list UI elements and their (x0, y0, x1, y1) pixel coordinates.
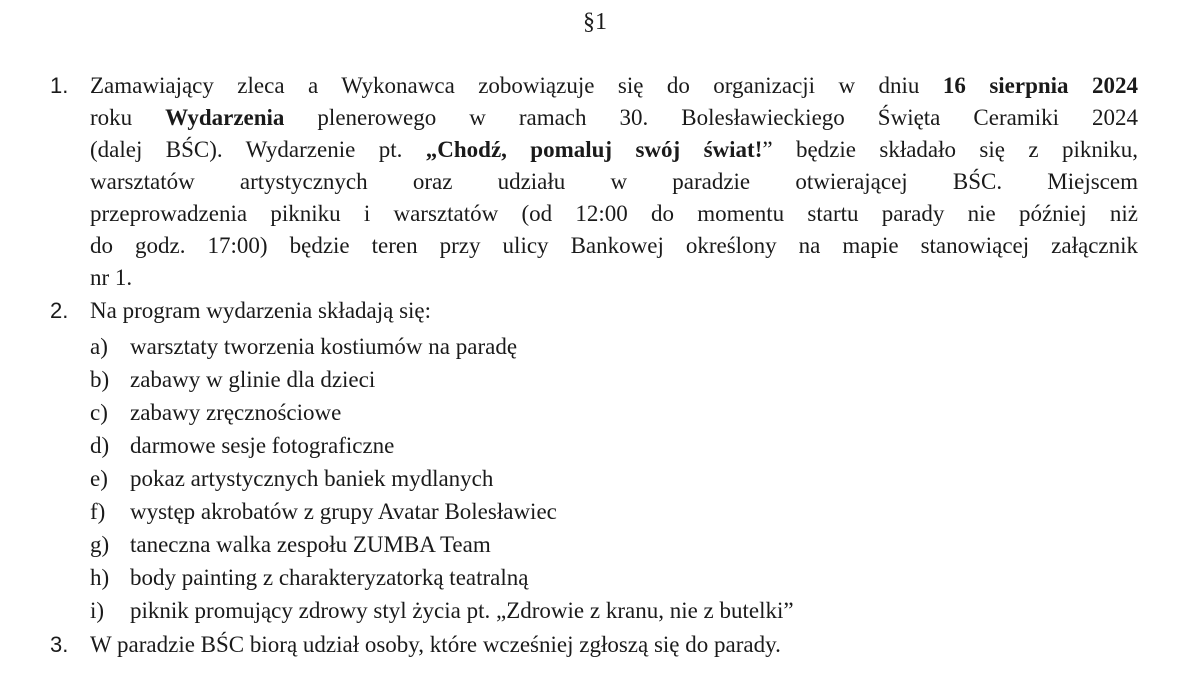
subitem-a-letter: a) (90, 334, 108, 359)
subitem-f-text: występ akrobatów z grupy Avatar Bolesławiec (130, 499, 557, 524)
subitem-c-letter: c) (90, 400, 108, 425)
subitem-b-letter: b) (90, 367, 110, 392)
item-3-number: 3. (50, 632, 69, 657)
subitem-f-letter: f) (90, 499, 106, 524)
subitem-b-text: zabawy w glinie dla dzieci (130, 367, 376, 392)
item-1-line-3: (dalej BŚC). Wydarzenie pt. „Chodź, pomaluj swój świat!” będzie składało się z pikniku, (90, 137, 1138, 162)
subitem-c-text: zabawy zręcznościowe (130, 400, 342, 425)
item-1-line-7: nr 1. (90, 265, 133, 290)
item-3-text: W paradzie BŚC biorą udział osoby, które wcześniej zgłoszą się do parady. (90, 632, 781, 657)
subitem-d-letter: d) (90, 433, 110, 458)
subitem-g-letter: g) (90, 532, 110, 557)
item-1-number: 1. (50, 73, 69, 98)
subitem-i-letter: i) (90, 598, 105, 623)
item-2-number: 2. (50, 298, 69, 323)
item-1-line-5: przeprowadzenia pikniku i warsztatów (od 12:00 do momentu startu parady nie później niż (90, 201, 1138, 226)
item-1-line-6: do godz. 17:00) będzie teren przy ulicy Bankowej określony na mapie stanowiącej załącznik (90, 233, 1138, 258)
subitem-e-text: pokaz artystycznych baniek mydlanych (130, 466, 494, 491)
item-2-intro: Na program wydarzenia składają się: (90, 298, 432, 323)
subitem-h-text: body painting z charakteryzatorką teatralną (130, 565, 529, 590)
subitem-i-text: piknik promujący zdrowy styl życia pt. „Zdrowie z kranu, nie z butelki” (130, 598, 794, 623)
subitem-h-letter: h) (90, 565, 110, 590)
subitem-d-text: darmowe sesje fotograficzne (130, 433, 395, 458)
item-1-line-1: Zamawiający zleca a Wykonawca zobowiązuje się do organizacji w dniu 16 sierpnia 2024 (90, 73, 1138, 98)
item-1-line-2: roku Wydarzenia plenerowego w ramach 30. Bolesławieckiego Święta Ceramiki 2024 (90, 105, 1138, 130)
item-1-line-4: warsztatów artystycznych oraz udziału w paradzie otwierającej BŚC. Miejscem (90, 169, 1138, 194)
subitem-e-letter: e) (90, 466, 108, 491)
section-heading: §1 (583, 9, 607, 35)
subitem-g-text: taneczna walka zespołu ZUMBA Team (130, 532, 491, 557)
subitem-a-text: warsztaty tworzenia kostiumów na paradę (130, 334, 518, 359)
